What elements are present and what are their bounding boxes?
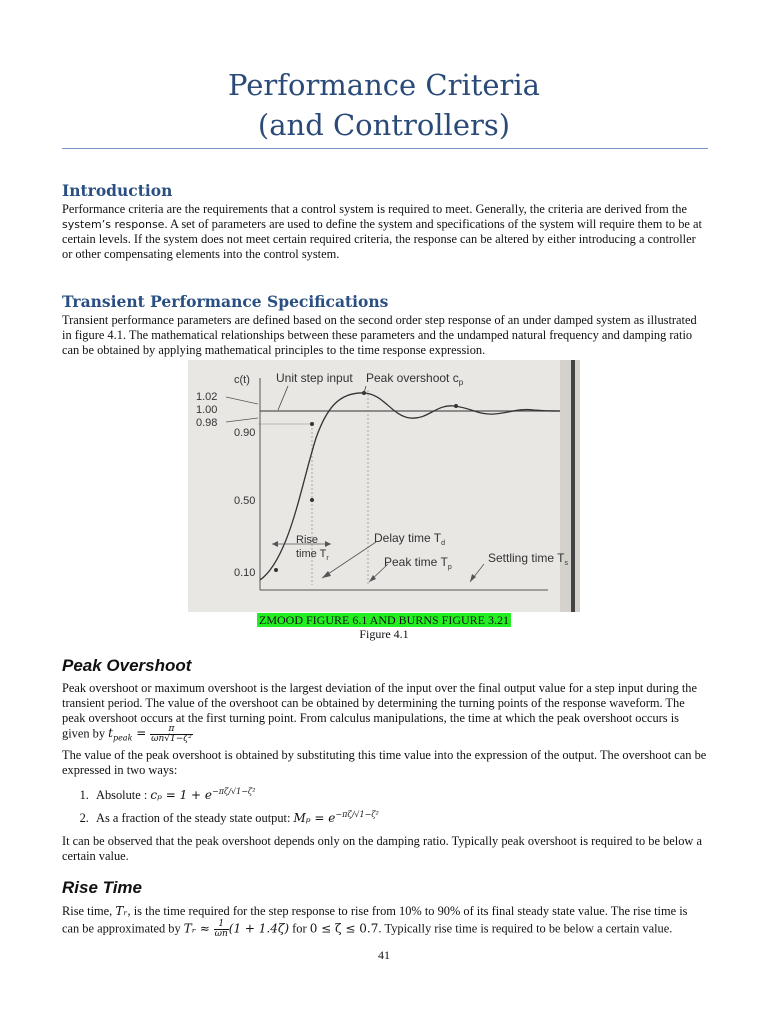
tick-050: 0.50 (234, 495, 256, 507)
title-rule (62, 148, 708, 149)
label-unit-step: Unit step input (276, 371, 353, 385)
overshoot-list-item-fraction: 2. As a fraction of the steady state output: $M_p = e^{-\pi\zeta/√1-\zeta^2}$ (92, 805, 714, 828)
rise-time-approx-line: can be approximated by Tᵣ ≈ $\frac{1}{\omega n}$ (1 + 1.4ζ) for 0 ≤ ζ ≤ 0.7. Typically rise time is required to be below a certain value. (62, 919, 673, 939)
transient-heading: Transient Performance Specifications (62, 292, 389, 311)
rise-time-paragraph: Rise time, Tᵣ, is the time required for the step response to rise from 10% to 90% of its final steady state value. The rise time is (62, 904, 688, 918)
label-rise-time: time $T_r$ (296, 548, 329, 562)
label-delay: Delay time $T_d$ (374, 531, 446, 547)
tpeak-line: given by $t_{peak}$ = $\frac{\pi}{\text{ωn√1−ζ²}}$ (62, 724, 192, 744)
peak-overshoot-paragraph: Peak overshoot or maximum overshoot is the largest deviation of the input over the final output value for a step input during the transient period. The value of the overshoot can be obtained by determining the turning points of the response waveform. The peak overshoot occurs at the first turning point. From calculus manipulations, the time at which the peak overshoot occurs is (62, 681, 698, 725)
rise-time-heading: Rise Time (62, 878, 143, 897)
overshoot-list-item-absolute: 1. Absolute : $c_p = 1 + e^{-\pi\zeta/√1-\zeta^2}$ (92, 782, 714, 805)
y-label-ct: c(t) (234, 374, 250, 386)
tpeak-formula: $t_{peak}$ = (108, 726, 151, 743)
page-title-line1: Performance Criteria (228, 68, 540, 102)
step-response-figure (188, 360, 580, 612)
tick-010: 0.10 (234, 567, 256, 579)
page-number: 41 (378, 948, 390, 962)
peak-overshoot-heading: Peak Overshoot (62, 656, 192, 675)
label-settling: Settling time $T_s$ (488, 551, 568, 567)
peak-overshoot-paragraph-3: It can be observed that the peak overshoot depends only on the damping ratio. Typically peak overshoot is required to be below a certain value. (62, 834, 702, 863)
label-rise: Rise (296, 534, 319, 546)
introduction-paragraph: Performance criteria are the requirements that a control system is required to meet. Generally, the criteria are derived from the system’s response. A set of parameters are used to define the system and specifications of the system will require them to be at certain levels. If the system does not meet certain required criteria, the response can be altered by either introducing a controller or other compensating elements into the control system. (62, 202, 702, 261)
introduction-heading: Introduction (62, 181, 173, 200)
figure-highlight-note: ZMOOD FIGURE 6.1 AND BURNS FIGURE 3.21 (258, 613, 510, 627)
system-response-term: system’s response (62, 218, 165, 231)
tick-102: 1.02 (196, 391, 218, 403)
peak-overshoot-paragraph-2: The value of the peak overshoot is obtained by substituting this time value into the expression of the output. The overshoot can be expressed in two ways: (62, 748, 707, 777)
overshoot-list (68, 782, 714, 828)
page-title-line2: (and Controllers) (257, 108, 511, 142)
tick-090: 0.90 (234, 427, 256, 439)
label-peak-overshoot: Peak overshoot $c_p$ (366, 371, 464, 387)
transient-paragraph: Transient performance parameters are defined based on the second order step response of an under damped system as illustrated in figure 4.1. The mathematical relationships between these parameters and the undamped natural frequency and damping ratio can be obtained by applying mathematical principles to the time response expression. (62, 313, 697, 357)
tick-098: 0.98 (196, 417, 218, 429)
tick-100: 1.00 (196, 404, 218, 416)
label-peak-time: Peak time $T_p$ (384, 555, 452, 571)
figure-caption: Figure 4.1 (359, 627, 409, 641)
